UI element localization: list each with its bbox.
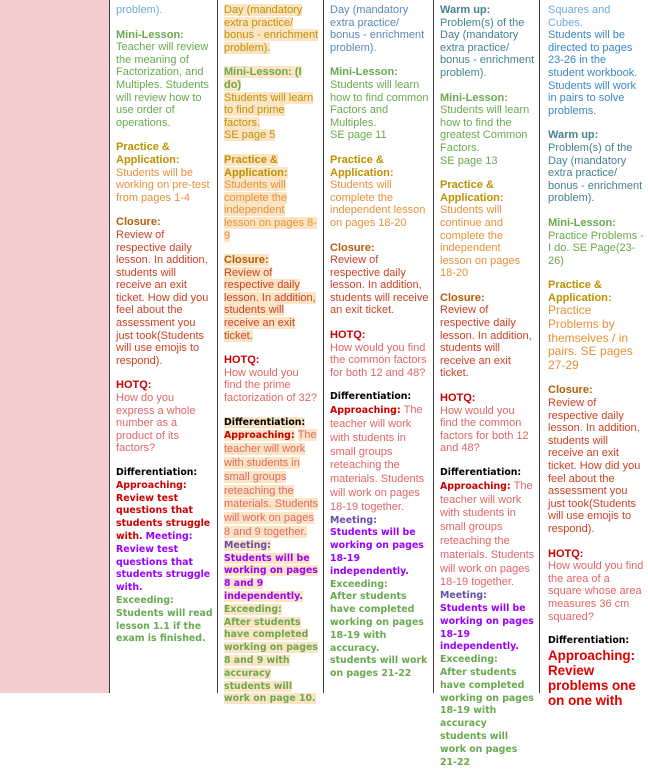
mini-lesson-text: Students will learn how to find the greatest Common Factors.: [440, 104, 530, 154]
approaching-text: The teacher will work with students in small groups reteaching the materials. Students will work on pages 18-19 together.: [440, 479, 535, 589]
exceeding-heading: Exceeding:: [330, 578, 388, 590]
row-label-cell: [0, 0, 110, 693]
hotq-heading: HOTQ:: [548, 547, 584, 560]
hotq-text: How would you find the prime factorization of 32?: [224, 366, 317, 405]
closure-heading: Closure:: [224, 254, 269, 267]
closure-text: Review of respective daily lesson. In addition, students will receive an exit ticket.: [440, 304, 532, 380]
closure-heading: Closure:: [440, 291, 485, 304]
mini-lesson-page: SE page 11: [330, 129, 387, 142]
warm-up-heading: Warm up:: [440, 4, 491, 16]
exceeding-text: Students will read lesson 1.1 if the exam is finished.: [116, 607, 213, 645]
practice-text: Students will continue and complete the independent lesson on pages 18-20: [440, 204, 521, 280]
meeting-heading: Meeting:: [224, 539, 271, 551]
hotq-heading: HOTQ:: [440, 392, 476, 405]
hotq-text: How would you find the common factors for both 12 and 48?: [330, 341, 427, 379]
meeting-text: Students will be working on pages 8 and 9 independently.: [224, 552, 318, 602]
closure-heading: Closure:: [330, 241, 375, 254]
meeting-heading: Meeting:: [330, 514, 377, 526]
closure-heading: Closure:: [548, 384, 593, 397]
mini-lesson-text: Practice Problems - I do. SE Page(23-26): [548, 229, 644, 267]
mini-lesson-heading: Mini-Lesson:: [330, 66, 398, 79]
closure-text: Review of respective daily lesson. In addition, students will receive an exit ticket.: [224, 266, 316, 342]
warm-up-text: Problem(s) of the Day (mandatory extra practice/ bonus - enrichment problem).: [440, 16, 535, 79]
mini-lesson-heading: Mini-Lesson: (I do): [224, 66, 302, 91]
meeting-heading: Meeting:: [145, 530, 193, 542]
mini-lesson-text: Teacher will review the meaning of Factorization, and Multiples. Students will review how to use order of operations.: [116, 41, 209, 129]
practice-text: Students will be working on pre-test from pages 1-4: [116, 166, 210, 204]
differentiation-heading: Differentiation:: [330, 391, 412, 403]
intro-text: Day (mandatory extra practice/ bonus - enrichment problem).: [224, 4, 319, 54]
practice-heading: Practice & Application:: [330, 153, 394, 179]
approaching-text: The teacher will work with students in small groups reteaching the materials. Students will work on pages 18-19 together.: [330, 404, 425, 513]
day-3-cell: [324, 0, 434, 693]
practice-text: Students will complete the independent lesson on pages 18-20: [330, 179, 426, 229]
practice-heading: Practice & Application:: [548, 279, 612, 304]
approaching-heading: Approaching:: [116, 479, 187, 491]
hotq-text: How do you express a whole number as a product of its factors?: [116, 392, 196, 455]
mini-lesson-page: SE page 5: [224, 129, 276, 142]
exceeding-heading: Exceeding:: [116, 594, 174, 606]
day-1-cell: [110, 0, 218, 693]
differentiation-heading: Differentiation:: [116, 467, 198, 478]
intro-text: Squares and Cubes.: [548, 4, 611, 29]
meeting-text: Students will be working on pages 18-19 independently.: [330, 527, 424, 577]
mini-lesson-page: SE page 13: [440, 154, 498, 167]
day-4-cell: [434, 0, 540, 768]
warm-up-heading: Warm up:: [548, 129, 599, 142]
approaching-text: Review problems one on one with: [548, 662, 636, 708]
warm-up-text: Problem(s) of the Day (mandatory extra practice/ bonus - enrichment problem).: [548, 141, 643, 205]
exceeding-text: After students have completed working on pages 18-19 with accuracy. students will work on pages 21-22: [330, 591, 428, 680]
day-2-cell: [218, 0, 324, 705]
exceeding-text: After students have completed working on pages 8 and 9 with accuracy students will work on page 10.: [224, 616, 318, 705]
mini-lesson-heading: Mini-Lesson:: [440, 91, 508, 104]
differentiation-heading: Differentiation:: [440, 467, 522, 478]
practice-text: Practice Problems by themselves / in pairs. SE pages 27-29: [548, 303, 633, 372]
hotq-heading: HOTQ:: [116, 379, 152, 392]
practice-heading: Practice & Application:: [116, 141, 180, 166]
meeting-heading: Meeting:: [440, 590, 487, 602]
approaching-text: The teacher will work with students in small groups reteaching the materials. Students will work on pages 8 and 9 together.: [224, 429, 319, 538]
approaching-heading: Approaching:: [548, 647, 636, 663]
differentiation-heading: Differentiation:: [548, 635, 630, 647]
closure-heading: Closure:: [116, 216, 161, 229]
approaching-heading: Approaching:: [330, 405, 401, 417]
intro-text: Day (mandatory extra practice/ bonus - enrichment problem).: [330, 4, 425, 54]
day-5-cell: [540, 0, 648, 708]
meeting-text: Review test questions that students struggle with.: [116, 543, 211, 594]
exceeding-heading: Exceeding:: [440, 654, 498, 666]
closure-text: Review of respective daily lesson. In addition, students will receive an exit ticket. How did you feel about the assessment you just took(Students will use emojis to respond).: [116, 228, 209, 367]
closure-text: Review of respective daily lesson. In addition, students will receive an exit ticket. How did you feel about the assessment you just took(Students will use emojis to respond).: [548, 397, 641, 535]
closure-text: Review of respective daily lesson. In addition, students will receive an exit ticket.: [330, 254, 429, 317]
mini-lesson-heading: Mini-Lesson:: [116, 28, 184, 41]
hotq-text: How would you find the common factors for both 12 and 48?: [440, 404, 529, 455]
hotq-text: How would you find the area of a square whose area measures 36 cm squared?: [548, 560, 644, 623]
hotq-heading: HOTQ:: [224, 354, 260, 367]
hotq-heading: HOTQ:: [330, 329, 366, 342]
meeting-text: Students will be working on pages 18-19 independently.: [440, 602, 534, 653]
approaching-heading: Approaching:: [224, 430, 295, 442]
approaching-text: Review test questions that students struggle with.: [116, 492, 211, 542]
practice-text: Students will complete the independent lesson on pages 8-9: [224, 179, 317, 242]
mini-lesson-heading: Mini-Lesson:: [548, 216, 616, 229]
differentiation-heading: Differentiation:: [224, 416, 306, 428]
intro-directions: Students will be directed to pages 23-26 in the student workbook. Students will work in pairs to solve problems.: [548, 29, 638, 117]
approaching-heading: Approaching:: [440, 480, 511, 492]
practice-heading: Practice & Application:: [224, 153, 288, 179]
exceeding-text: After students have completed working on pages 18-19 with accuracy students will work on pages 21-22: [440, 666, 534, 768]
mini-lesson-text: Students will learn to find prime factors.: [224, 91, 314, 129]
practice-heading: Practice & Application:: [440, 179, 504, 204]
intro-text: problem).: [116, 4, 163, 16]
mini-lesson-text: Students will learn how to find common Factors and Multiples.: [330, 78, 429, 129]
exceeding-heading: Exceeding:: [224, 603, 282, 615]
